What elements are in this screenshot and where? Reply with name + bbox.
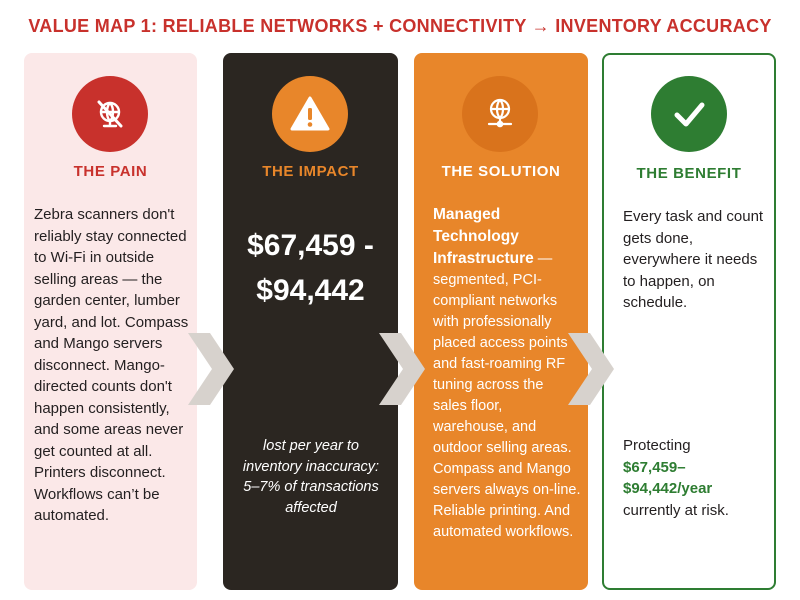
benefit-body: Every task and count gets done, everywhere it needs to happen, on schedule.: [623, 208, 764, 311]
protect-suffix: currently at risk.: [623, 501, 729, 519]
impact-description: lost per year to inventory inaccuracy: 5–7% of transactions affected: [242, 438, 380, 516]
no-wifi-icon: [90, 94, 130, 134]
impact-card: [223, 53, 398, 590]
benefit-card: [602, 53, 776, 590]
protect-prefix: Protecting: [623, 437, 691, 454]
impact-value: [223, 223, 398, 313]
protect-value: $67,459–$94,442/year: [623, 458, 713, 497]
benefit-heading: THE BENEFIT: [636, 165, 742, 182]
chevron-right-icon: [186, 331, 236, 407]
network-globe-icon: [480, 94, 520, 134]
benefit-protect: [623, 435, 773, 521]
impact-value-line-2: $94,442: [256, 274, 365, 307]
solution-icon-circle: [462, 76, 538, 152]
pain-body: Zebra scanners don't reliably stay connected to Wi-Fi in outside selling areas — the garden center, lumber yard, and lot. Compass and Mango servers disconnect. Mango-directed counts don't happen consistently, and some areas never get counted at all. Printers disconnect. Workflows can’t be automated.: [34, 206, 189, 524]
pain-icon-circle: [72, 76, 148, 152]
benefit-icon-circle: [651, 76, 727, 152]
solution-lead: Managed Technology Infrastructure: [433, 206, 534, 267]
chevron-right-icon: [377, 331, 427, 407]
solution-text: — segmented, PCI-compliant networks with professionally placed access points and fast-roaming RF tuning across the sales floor, warehouse, and outdoor selling areas. Compass and Mango servers always on-line. Reliable printing. And automated workflows.: [433, 251, 581, 540]
solution-heading: THE SOLUTION: [441, 163, 561, 180]
solution-body: [433, 204, 581, 543]
impact-value-line-1: $67,459 -: [247, 229, 374, 262]
page-title: VALUE MAP 1: RELIABLE NETWORKS + CONNECTIVITY → INVENTORY ACCURACY: [28, 16, 772, 36]
chevron-right-icon: [566, 331, 616, 407]
solution-card: [414, 53, 588, 590]
impact-heading: THE IMPACT: [262, 163, 359, 180]
checkmark-icon: [669, 94, 709, 134]
warning-icon: [289, 94, 331, 134]
pain-card: [24, 53, 197, 590]
impact-icon-circle: [272, 76, 348, 152]
pain-heading: THE PAIN: [73, 163, 148, 180]
